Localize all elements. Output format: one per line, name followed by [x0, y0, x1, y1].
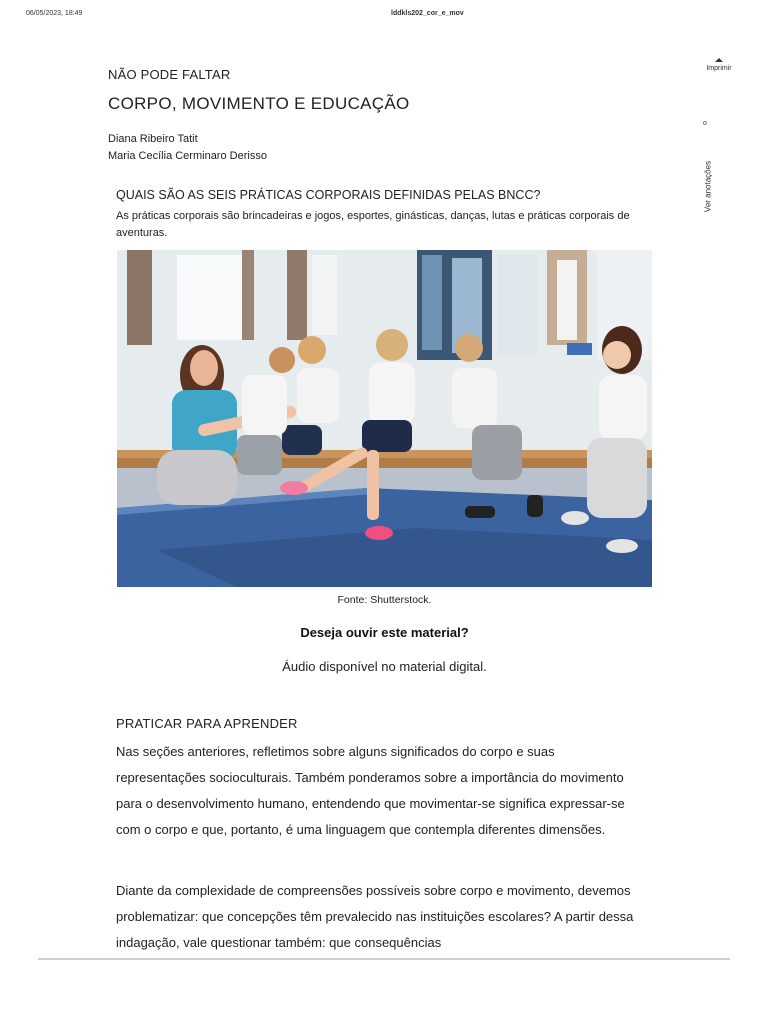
print-header: [0, 10, 768, 24]
audio-title: Deseja ouvir este material?: [300, 625, 469, 640]
figure-caption: Fonte: Shutterstock.: [337, 594, 432, 606]
article-title: CORPO, MOVIMENTO E EDUCAÇÃO: [108, 94, 410, 113]
audio-text: Áudio disponível no material digital.: [282, 659, 487, 674]
paragraph: Nas seções anteriores, refletimos sobre alguns significados do corpo e suas representações socioculturais. Também ponderamos sobre a importância do movimento para o desenvolvimento humano, entendendo que movimentar-se significa expressar-se com o corpo e que, portanto, é uma linguagem que contempla diferentes dimensões.: [116, 744, 625, 837]
view-annotations-button[interactable]: Ver anotações: [703, 160, 713, 213]
article-authors: [108, 131, 267, 165]
article-kicker: NÃO PODE FALTAR: [108, 67, 231, 82]
question-title: QUAIS SÃO AS SEIS PRÁTICAS CORPORAIS DEFINIDAS PELAS BNCC?: [116, 188, 541, 202]
print-arrow-icon: [715, 58, 723, 62]
question-text: As práticas corporais são brincadeiras e jogos, esportes, ginásticas, danças, lutas e práticas corporais de aventuras.: [116, 210, 630, 239]
side-toolbar: [668, 0, 768, 260]
author-name: Maria Cecília Cerminaro Derisso: [108, 150, 267, 162]
author-name: Diana Ribeiro Tatit: [108, 133, 198, 145]
section-title: PRATICAR PARA APRENDER: [116, 716, 298, 731]
paragraph: Diante da complexidade de compreensões possíveis sobre corpo e movimento, devemos problematizar: que concepções têm prevalecido nas instituições escolares? A partir dessa indagação, vale questionar também: que consequências: [116, 883, 634, 950]
print-date: 06/05/2023, 18:49: [26, 10, 83, 17]
document-name: lddkls202_cor_e_mov: [391, 10, 464, 17]
print-button[interactable]: [694, 58, 744, 72]
classroom-photo: [117, 250, 652, 587]
page-divider: [38, 958, 730, 960]
print-button-label: Imprimir: [706, 65, 732, 72]
annotations-icon[interactable]: o: [703, 120, 707, 127]
